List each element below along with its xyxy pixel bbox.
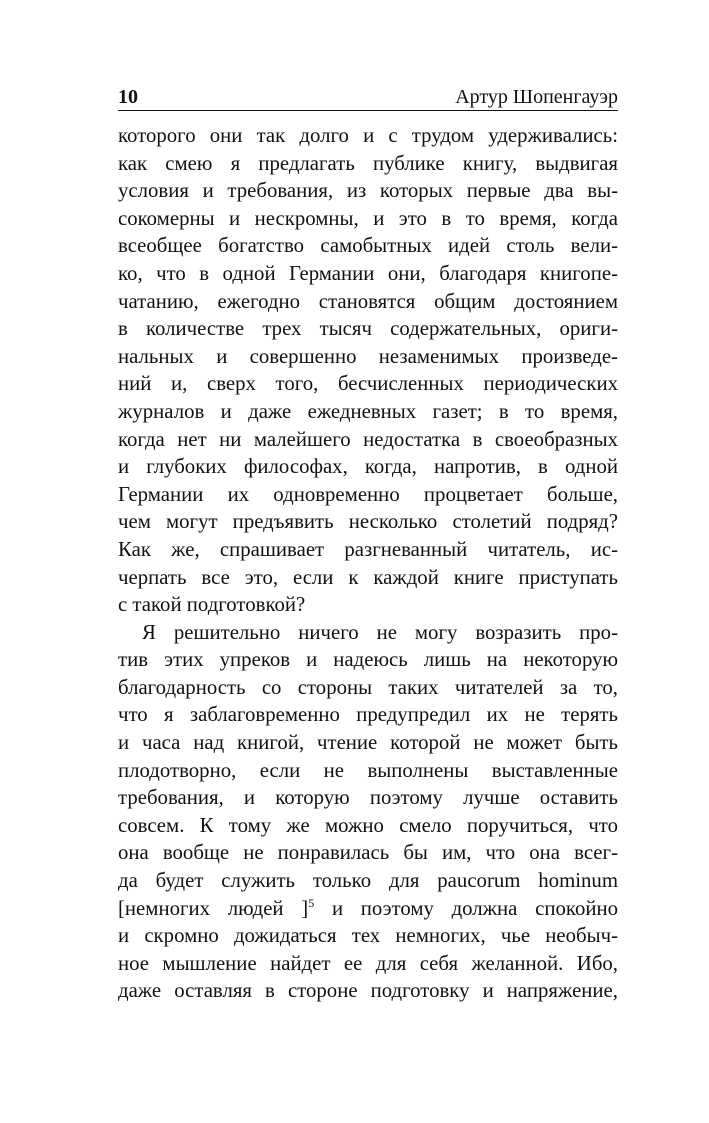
text-line: она вообще не понравилась бы им, что она всег-	[118, 841, 618, 865]
text-line: и скромно дожидаться тех немногих, чье необыч-	[118, 924, 618, 948]
text-line: черпать все это, если к каждой книге приступать	[118, 565, 618, 589]
text-line: когда нет ни малейшего недостатка в своеобразных	[118, 427, 618, 451]
text-line: ное мышление найдет ее для себя желанной. Ибо,	[118, 951, 618, 975]
footnote-marker[interactable]: 5	[308, 895, 315, 910]
running-title: Артур Шопенгауэр	[455, 86, 618, 108]
text-line: как смею я предлагать публике книгу, выдвигая	[118, 151, 618, 175]
paragraph-1	[118, 122, 618, 619]
text-line: Как же, спрашивает разгневанный читатель, ис-	[118, 537, 618, 561]
text-line: Германии их одновременно процветает больше,	[118, 482, 618, 506]
text-line: ний и, сверх того, бесчисленных периодических	[118, 372, 618, 396]
text-line: совсем. К тому же можно смело поручиться, что	[118, 813, 618, 837]
text-line: благодарность со стороны таких читателей за то,	[118, 675, 618, 699]
text-line: ко, что в одной Германии они, благодаря книгопе-	[118, 261, 618, 285]
text-line: требования, и которую поэтому лучше оставить	[118, 786, 618, 810]
footnote-line-before: [немногих людей ]	[118, 896, 309, 920]
text-line: и часа над книгой, чтение которой не может быть	[118, 731, 618, 755]
footnote-line-after: и поэтому должна спокойно	[314, 896, 618, 920]
running-head	[118, 80, 618, 111]
text-line: которого они так долго и с трудом удерживались:	[118, 124, 618, 147]
text-line: журналов и даже ежедневных газет; в то время,	[118, 399, 618, 423]
text-line-with-footnote	[118, 895, 618, 923]
text-line: сокомерны и нескромны, и это в то время, когда	[118, 206, 618, 230]
text-line: и глубоких философах, когда, напротив, в одной	[118, 455, 618, 479]
text-line: условия и требования, из которых первые два вы-	[118, 179, 618, 203]
text-line: с такой подготовкой?	[118, 593, 306, 617]
text-line: тив этих упреков и надеюсь лишь на некоторую	[118, 648, 618, 672]
text-line: плодотворно, если не выполнены выставленные	[118, 758, 618, 782]
text-line: Я решительно ничего не могу возразить про-	[142, 620, 618, 644]
page-number: 10	[118, 86, 138, 108]
body-text	[118, 122, 618, 1005]
text-line: чем могут предъявить несколько столетий подряд?	[118, 510, 618, 534]
text-line: даже оставляя в стороне подготовку и напряжение,	[118, 979, 618, 1003]
paragraph-2	[118, 619, 618, 1005]
text-line: да будет служить только для paucorum hominum	[118, 869, 618, 893]
text-line: что я заблаговременно предупредил их не терять	[118, 703, 618, 727]
book-page	[118, 80, 618, 1005]
text-line: в количестве трех тысяч содержательных, ориги-	[118, 317, 618, 341]
text-line: чатанию, ежегодно становятся общим достоянием	[118, 289, 618, 313]
text-line: всеобщее богатство самобытных идей столь вели-	[118, 234, 618, 258]
text-line: нальных и совершенно незаменимых произведе-	[118, 344, 618, 368]
